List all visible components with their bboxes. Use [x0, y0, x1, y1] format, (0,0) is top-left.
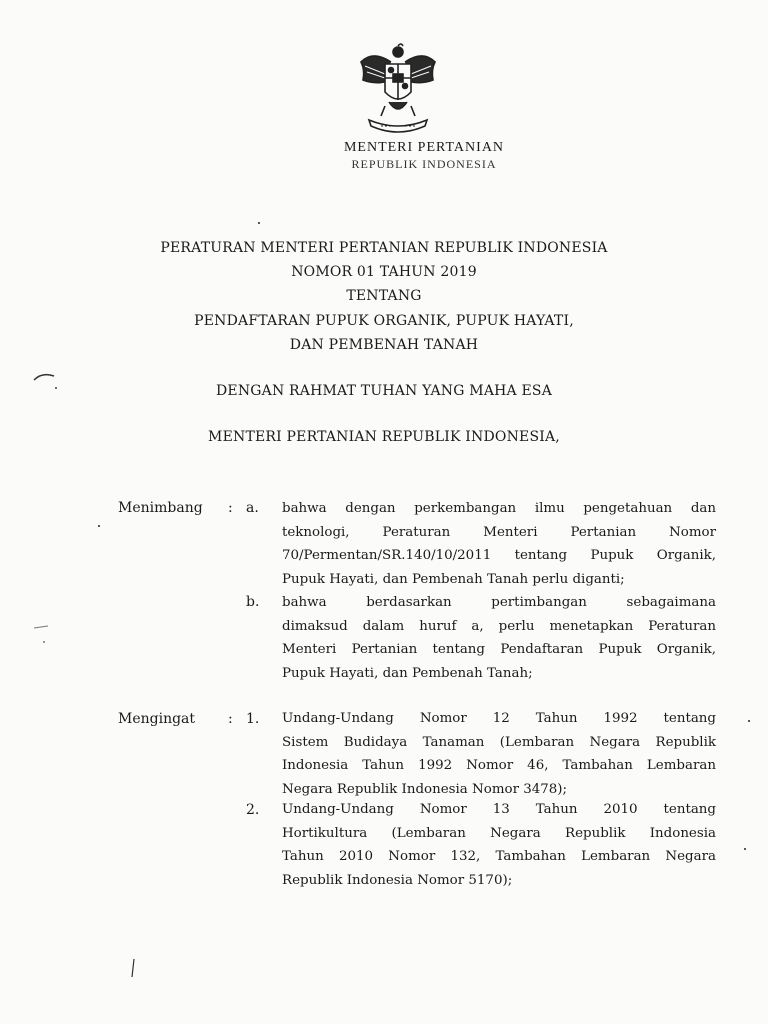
ministry-name: MENTERI PERTANIAN — [343, 140, 505, 155]
considering-item-b — [282, 591, 716, 685]
text-line: Undang-Undang Nomor 12 Tahun 1992 tentang — [282, 711, 716, 726]
text-line: Pupuk Hayati, dan Pembenah Tanah; — [282, 665, 533, 681]
preamble-invocation: DENGAN RAHMAT TUHAN YANG MAHA ESA — [215, 383, 553, 399]
text-line: Undang-Undang Nomor 13 Tahun 2010 tentang — [282, 802, 716, 817]
text-line: Sistem Budidaya Tanaman (Lembaran Negara Republik — [282, 734, 716, 750]
item-marker: b. — [246, 594, 260, 610]
text-line: bahwa dengan perkembangan ilmu pengetahuan dan — [282, 501, 716, 516]
scan-speck — [258, 222, 260, 224]
regulation-subject-line2: DAN PEMBENAH TANAH — [289, 337, 479, 353]
garuda-pancasila-emblem-icon — [355, 40, 441, 136]
considering-item-a — [282, 497, 716, 591]
section-label-mengingat: Mengingat — [118, 711, 196, 727]
regulation-about: TENTANG — [346, 288, 422, 304]
scan-speck — [98, 525, 100, 527]
scan-speck — [748, 720, 750, 722]
scan-mark — [30, 620, 60, 650]
text-line: dimaksud dalam huruf a, perlu menetapkan Peraturan — [282, 618, 716, 634]
scan-mark — [126, 955, 146, 985]
recalling-item-1 — [282, 707, 716, 801]
regulation-subject-line1: PENDAFTARAN PUPUK ORGANIK, PUPUK HAYATI, — [194, 313, 574, 329]
scan-speck — [744, 848, 746, 850]
text-line: 70/Permentan/SR.140/10/2011 tentang Pupuk Organik, — [282, 548, 716, 564]
text-line: Hortikultura (Lembaran Negara Republik Indonesia — [282, 825, 716, 841]
country-name: REPUBLIK INDONESIA — [351, 157, 497, 171]
regulation-title: PERATURAN MENTERI PERTANIAN REPUBLIK INDONESIA — [160, 240, 608, 256]
section-colon: : — [228, 500, 233, 516]
text-line: Pupuk Hayati, dan Pembenah Tanah perlu diganti; — [282, 571, 625, 587]
section-colon: : — [228, 711, 233, 727]
item-marker: 2. — [246, 802, 260, 818]
text-line: Republik Indonesia Nomor 5170); — [282, 872, 513, 888]
text-line: teknologi, Peraturan Menteri Pertanian Nomor — [282, 524, 716, 540]
text-line: Indonesia Tahun 1992 Nomor 46, Tambahan Lembaran — [282, 758, 716, 774]
text-line: Menteri Pertanian tentang Pendaftaran Pupuk Organik, — [282, 642, 716, 658]
recalling-item-2 — [282, 798, 716, 892]
text-line: bahwa berdasarkan pertimbangan sebagaimana — [282, 595, 716, 610]
regulation-number: NOMOR 01 TAHUN 2019 — [291, 264, 477, 280]
text-line: Negara Republik Indonesia Nomor 3478); — [282, 781, 568, 797]
text-line: Tahun 2010 Nomor 132, Tambahan Lembaran Negara — [282, 849, 716, 865]
section-label-menimbang: Menimbang — [118, 500, 203, 516]
scan-mark — [30, 368, 70, 394]
item-marker: a. — [246, 500, 259, 516]
preamble-authority: MENTERI PERTANIAN REPUBLIK INDONESIA, — [208, 429, 560, 445]
item-marker: 1. — [246, 711, 260, 727]
